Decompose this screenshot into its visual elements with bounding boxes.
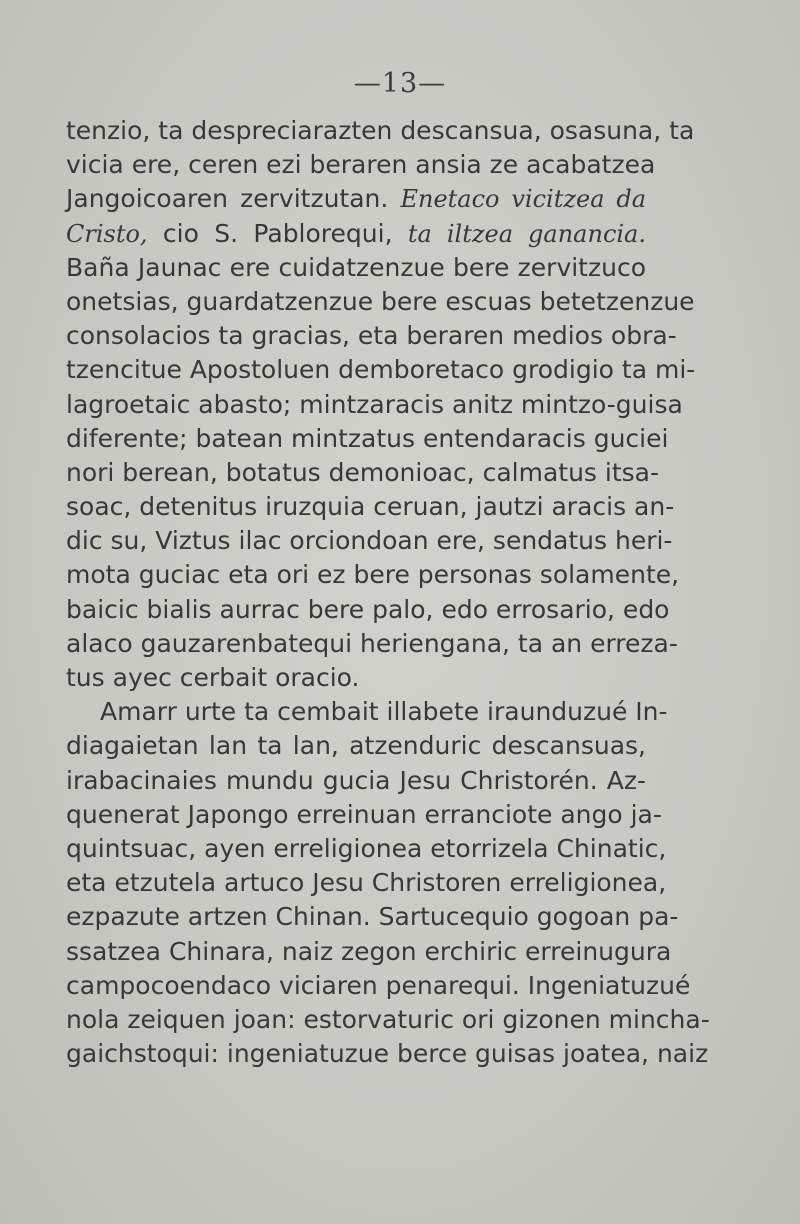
text-span: mota guciac eta ori ez bere personas solamente, [66,560,680,590]
text-line [66,627,678,661]
text-span: Amarr urte ta cembait illabete iraunduzué In- [100,697,668,727]
text-span: consolacios ta gracias, eta beraren medios obra- [66,321,677,351]
text-span: tenzio, ta despreciarazten descansua, osasuna, ta [66,116,695,145]
text-span: Baña Jaunac ere cuidatzenzue bere zervitzuco [66,252,646,282]
text-span: irabacinaies mundu gucia Jesu Christorén. Az- [66,765,646,795]
text-line [66,524,673,558]
text-line [66,558,680,592]
text-span: tzencitue Apostoluen demboretaco grodigio ta mi- [66,355,696,385]
text-line [66,798,662,832]
text-line [66,182,646,216]
text-span: diferente; batean mintzatus entendaracis guciei [66,423,669,453]
text-line [66,319,677,353]
body-text [66,114,710,1071]
italic-text-span: ta iltzea ganancia. [407,219,646,248]
text-line [66,900,679,934]
text-line [66,353,696,387]
text-span: onetsias, guardatzenzue bere escuas betetzenzue [66,286,695,316]
text-span: tus ayec cerbait oracio. [66,663,360,692]
text-line [66,866,667,900]
text-line [66,729,646,763]
text-span: Jangoicoaren zervitzutan. [66,184,401,214]
text-line [66,661,646,695]
text-line [66,1003,710,1037]
text-span: vicia ere, ceren ezi beraren ansia ze acabatzea [66,150,656,180]
text-line [66,490,675,524]
text-span: ssatzea Chinara, naiz zegon erchiric erreinugura [66,936,672,966]
text-span: diagaietan lan ta lan, atzenduric descansuas, [66,731,646,761]
text-span: soac, detenitus iruzquia ceruan, jautzi aracis an- [66,492,675,522]
text-span: dic su, Viztus ilac orciondoan ere, sendatus heri- [66,526,673,556]
text-span: lagroetaic abasto; mintzaracis anitz mintzo-guisa [66,389,683,419]
text-span: alaco gauzarenbatequi heriengana, ta an erreza- [66,628,678,658]
text-line [66,285,695,319]
text-line [66,251,646,285]
text-span: gaichstoqui: ingeniatuzue berce guisas joatea, naiz [66,1039,709,1069]
text-span: quintsuac, ayen erreligionea etorrizela Chinatic, [66,833,667,863]
text-line [66,832,667,866]
text-span: ezpazute artzen Chinan. Sartucequio gogoan pa- [66,902,679,932]
text-line [66,764,646,798]
text-span: quenerat Japongo erreinuan erranciote ango ja- [66,799,662,829]
text-line [66,1037,709,1071]
text-line [66,148,656,182]
italic-text-span: Cristo, [66,219,148,248]
text-line [66,969,691,1003]
text-span: baicic bialis aurrac bere palo, edo errosario, edo [66,594,670,624]
text-line [66,422,669,456]
text-line [66,593,670,627]
text-span: cio S. Pablorequi, [147,218,408,248]
text-line [66,217,646,251]
text-line [66,695,668,729]
text-line [66,935,672,969]
text-line [66,114,695,148]
text-span: eta etzutela artuco Jesu Christoren erreligionea, [66,868,667,898]
text-line [66,388,683,422]
text-span: campocoendaco viciaren penarequi. Ingeniatuzué [66,970,691,1000]
italic-text-span: Enetaco vicitzea da [400,185,647,214]
page-number: —13— [353,68,447,99]
text-span: nola zeiquen joan: estorvaturic ori gizonen mincha- [66,1004,710,1034]
text-line [66,456,659,490]
text-span: nori berean, botatus demonioac, calmatus itsa- [66,457,659,487]
